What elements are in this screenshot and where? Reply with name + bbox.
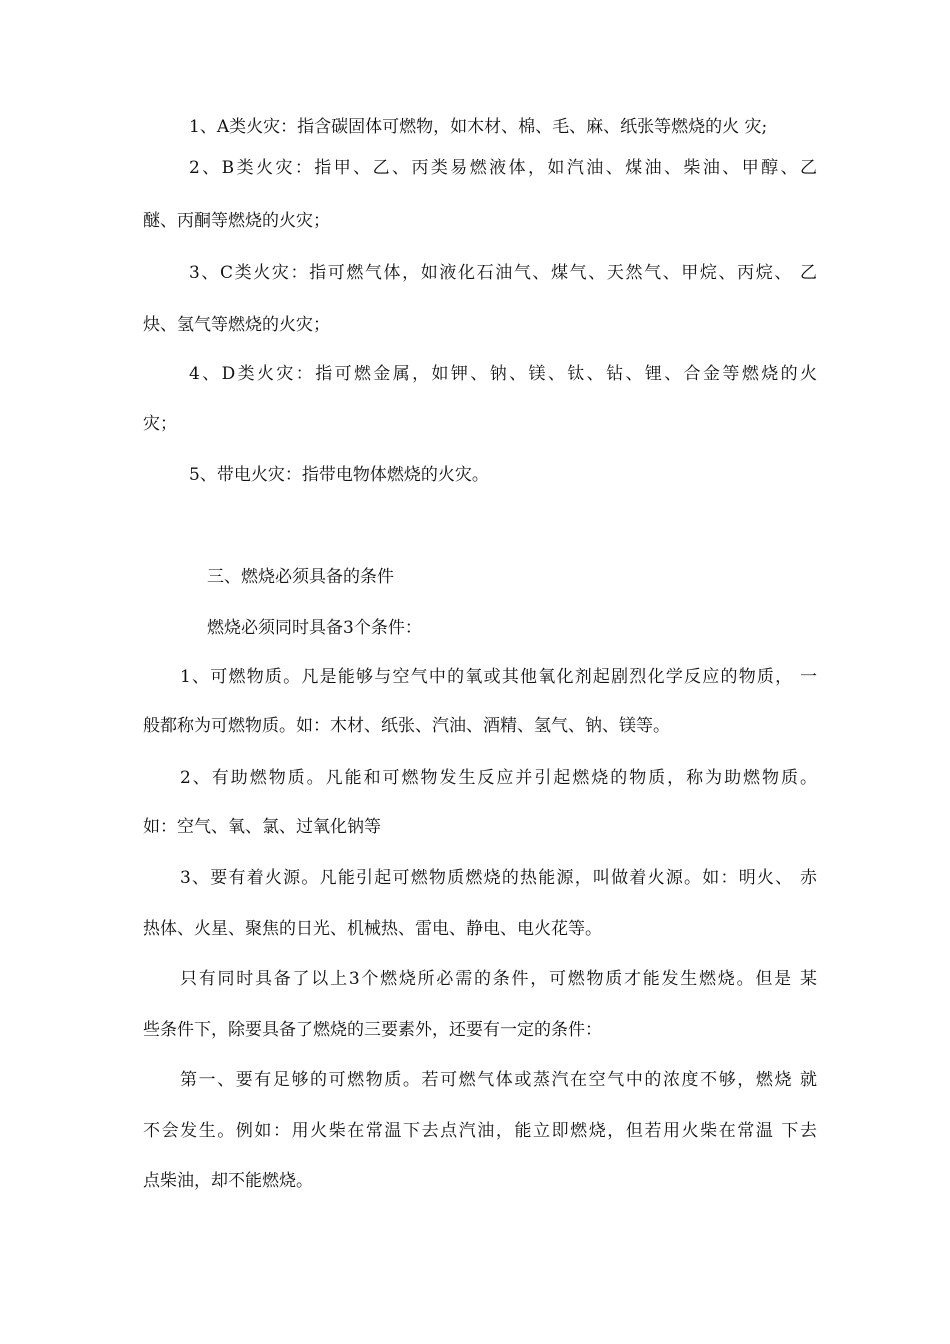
section-intro: 燃烧必须同时具备3个条件：: [207, 618, 422, 638]
first-condition-line2: 不会发生。例如：用火柴在常温下去点汽油，能立即燃烧，但若用火柴在常温 下去: [143, 1121, 817, 1141]
fire-class-d-line1: 4、D类火灾：指可燃金属，如钾、钠、镁、钛、钻、锂、合金等燃烧的火: [189, 364, 817, 384]
condition-1-line2: 般都称为可燃物质。如：木材、纸张、汽油、酒精、氢气、钠、镁等。: [143, 716, 670, 736]
condition-2-line2: 如：空气、氧、氯、过氧化钠等: [143, 817, 381, 837]
condition-2-line1: 2、有助燃物质。凡能和可燃物发生反应并引起燃烧的物质，称为助燃物质。: [180, 768, 817, 788]
first-condition-line1: 第一、要有足够的可燃物质。若可燃气体或蒸汽在空气中的浓度不够，燃烧 就: [180, 1070, 817, 1090]
fire-class-electrical: 5、带电火灾：指带电物体燃烧的火灾。: [189, 465, 489, 485]
condition-3-line2: 热体、火星、聚焦的日光、机械热、雷电、静电、电火花等。: [143, 919, 602, 939]
fire-class-c-line2: 炔、氢气等燃烧的火灾；: [143, 315, 330, 335]
summary-line2: 些条件下，除要具备了燃烧的三要素外，还要有一定的条件：: [143, 1020, 602, 1040]
condition-1-line1: 1、可燃物质。凡是能够与空气中的氧或其他氧化剂起剧烈化学反应的物质， 一: [180, 667, 817, 687]
fire-class-b-line1: 2、B类火灾：指甲、乙、丙类易燃液体，如汽油、煤油、柴油、甲醇、乙: [189, 158, 817, 178]
summary-line1: 只有同时具备了以上3个燃烧所必需的条件，可燃物质才能发生燃烧。但是 某: [180, 969, 817, 989]
fire-class-a: 1、A类火灾：指含碳固体可燃物，如木材、棉、毛、麻、纸张等燃烧的火 灾;: [189, 117, 768, 137]
condition-3-line1: 3、要有着火源。凡能引起可燃物质燃烧的热能源，叫做着火源。如：明火、 赤: [180, 868, 817, 888]
fire-class-c-line1: 3、C类火灾：指可燃气体，如液化石油气、煤气、天然气、甲烷、丙烷、 乙: [189, 263, 817, 283]
first-condition-line3: 点柴油，却不能燃烧。: [143, 1171, 313, 1191]
section-heading: 三、燃烧必须具备的条件: [207, 567, 394, 587]
fire-class-d-line2: 灾；: [143, 414, 177, 434]
fire-class-b-line2: 醚、丙酮等燃烧的火灾；: [143, 211, 330, 231]
